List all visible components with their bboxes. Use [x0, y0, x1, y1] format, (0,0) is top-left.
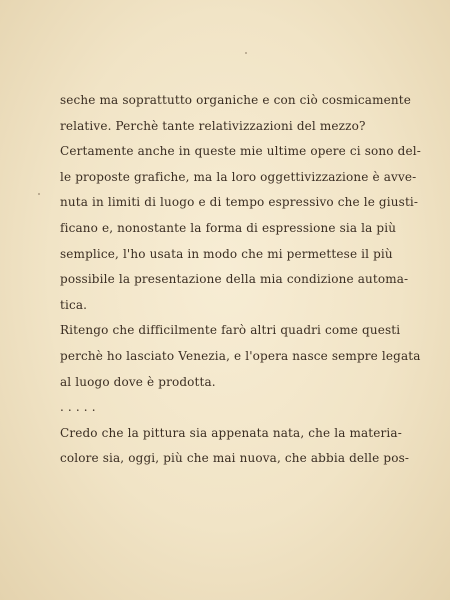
text-line: tica. — [60, 297, 88, 312]
text-line: seche ma soprattutto organiche e con ciò cosmicamente — [60, 93, 411, 107]
paper-speck — [38, 193, 40, 195]
text-line: colore sia, oggi, più che mai nuova, che abbia delle pos- — [60, 451, 410, 466]
text-line: nuta in limiti di luogo e di tempo espressivo che le giusti- — [60, 195, 419, 210]
text-line: possibile la presentazione della mia condizione automa- — [60, 272, 409, 287]
text-line: le proposte grafiche, ma la loro oggettivizzazione è avve- — [60, 169, 417, 184]
text-line: ficano e, nonostante la forma di espressione sia la più — [60, 220, 397, 235]
text-line: al luogo dove è prodotta. — [60, 374, 216, 389]
paper-speck — [245, 52, 247, 54]
text-line: Certamente anche in queste mie ultime opere ci sono del- — [60, 144, 421, 159]
text-line: Ritengo che difficilmente farò altri quadri come questi — [60, 323, 401, 338]
body-text — [60, 88, 421, 472]
text-line: perchè ho lasciato Venezia, e l'opera nasce sempre legata — [60, 348, 421, 363]
text-line: relative. Perchè tante relativizzazioni del mezzo? — [60, 118, 366, 133]
text-line: semplice, l'ho usata in modo che mi permettese il più — [60, 246, 393, 261]
section-dots: . . . . . — [60, 400, 96, 415]
text-line: Credo che la pittura sia appenata nata, che la materia- — [60, 425, 402, 440]
